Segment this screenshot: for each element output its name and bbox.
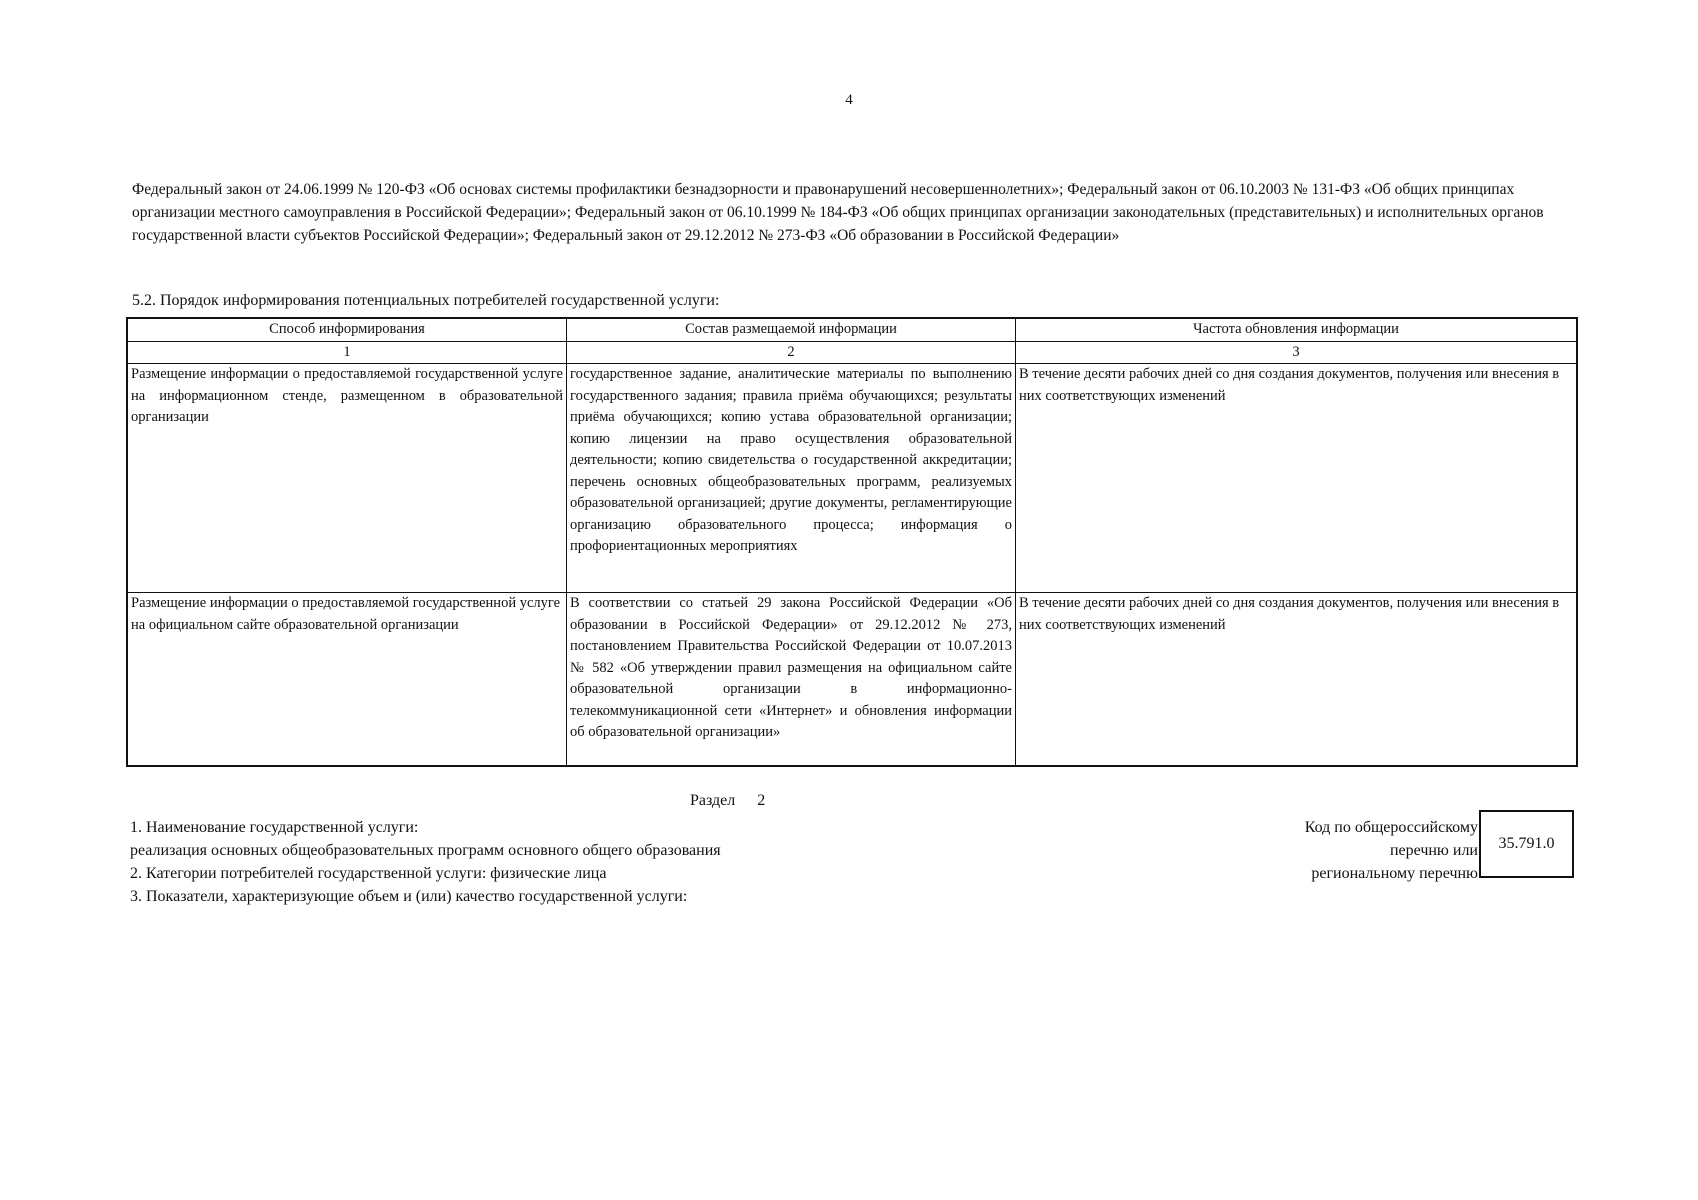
column-number: 2 bbox=[567, 341, 1016, 364]
service-name-label: 1. Наименование государственной услуги: bbox=[130, 819, 419, 836]
section-title bbox=[690, 792, 765, 810]
table-row bbox=[127, 593, 1577, 767]
section-number: 2 bbox=[757, 792, 766, 809]
column-number: 3 bbox=[1016, 341, 1578, 364]
content-cell: государственное задание, аналитические материалы по выполнению государственного задания; правила приёма обучающихся; результаты приёма обучающихся; копию устава образовательной организации; копию лицензии на право осуществления образовательной деятельности; копию свидетельства о государственной аккредитации; перечень основных общеобразовательных программ, реализуемых образовательной организацией; другие документы, регламентирующие организацию образовательного процесса; информация о профориентационных мероприятиях bbox=[567, 364, 1016, 593]
registry-code-label bbox=[1240, 816, 1478, 885]
service-description bbox=[130, 816, 721, 908]
section-label: Раздел bbox=[690, 792, 736, 809]
frequency-cell: В течение десяти рабочих дней со дня создания документов, получения или внесения в них соответствующих изменений bbox=[1016, 364, 1578, 593]
informing-table bbox=[126, 317, 1578, 767]
registry-code-box: 35.791.0 bbox=[1479, 810, 1574, 878]
column-number-row bbox=[127, 341, 1577, 364]
method-cell: Размещение информации о предоставляемой государственной услуге на информационном стенде, размещенном в образовательной организации bbox=[127, 364, 567, 593]
registry-code-label-line: региональному перечню bbox=[1311, 865, 1478, 882]
header-method: Способ информирования bbox=[127, 318, 567, 341]
registry-code-label-line: перечню или bbox=[1389, 842, 1478, 859]
legal-basis-paragraph: Федеральный закон от 24.06.1999 № 120-ФЗ «Об основах системы профилактики безнадзорности и правонарушений несовершеннолетних»; Федеральный закон от 06.10.2003 № 131-ФЗ «Об общих принципах организации местного самоуправления в Российской Федерации»; Федеральный закон от 06.10.1999 № 184-ФЗ «Об общих принципах организации законодательных (представительных) и исполнительных органов государственной власти субъектов Российской Федерации»; Федеральный закон от 29.12.2012 № 273-ФЗ «Об образовании в Российской Федерации» bbox=[132, 181, 1544, 244]
content-cell: В соответствии со статьей 29 закона Российской Федерации «Об образовании в Российской Федерации» от 29.12.2012 № 273, постановлением Правительства Российской Федерации от 10.07.2013 № 582 «Об утверждении правил размещения на официальном сайте образовательной организации в информационно-телекоммуникационной сети «Интернет» и обновления информации об образовательной организации» bbox=[567, 593, 1016, 767]
method-cell: Размещение информации о предоставляемой государственной услуге на официальном сайте образовательной организации bbox=[127, 593, 567, 767]
header-content: Состав размещаемой информации bbox=[567, 318, 1016, 341]
table-row bbox=[127, 364, 1577, 593]
frequency-cell: В течение десяти рабочих дней со дня создания документов, получения или внесения в них соответствующих изменений bbox=[1016, 593, 1578, 767]
informing-procedure-heading: 5.2. Порядок информирования потенциальных потребителей государственной услуги: bbox=[132, 292, 720, 309]
registry-code-label-line: Код по общероссийскому bbox=[1304, 819, 1478, 836]
table-header-row bbox=[127, 318, 1577, 341]
consumer-categories: 2. Категории потребителей государственной услуги: физические лица bbox=[130, 865, 607, 882]
service-name-value: реализация основных общеобразовательных программ основного общего образования bbox=[130, 842, 721, 859]
page-number: 4 bbox=[845, 92, 853, 108]
header-frequency: Частота обновления информации bbox=[1016, 318, 1578, 341]
column-number: 1 bbox=[127, 341, 567, 364]
indicators-heading: 3. Показатели, характеризующие объем и (или) качество государственной услуги: bbox=[130, 888, 688, 905]
